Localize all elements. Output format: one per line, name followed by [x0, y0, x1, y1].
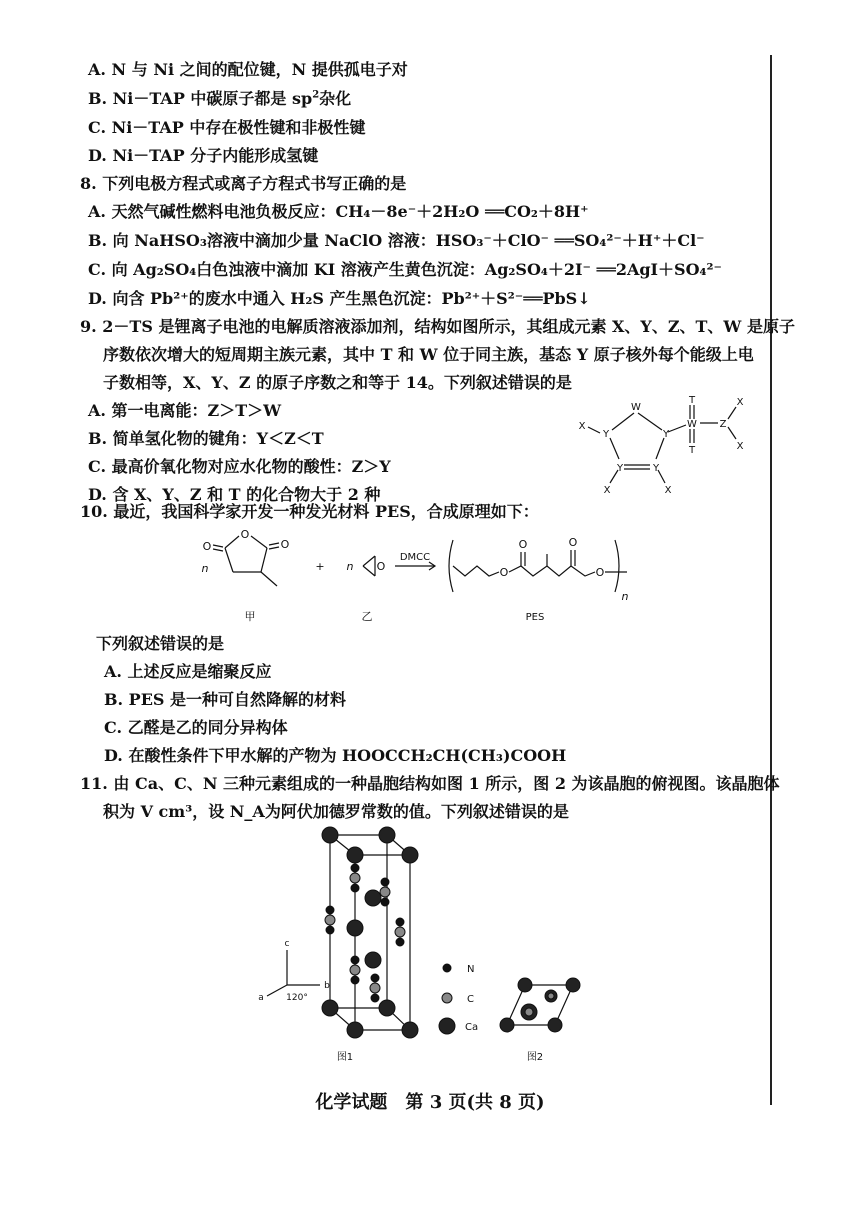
- legend-ca: Ca: [465, 1022, 479, 1033]
- q9-option-b: B. 简单氢化物的键角：Y＜Z＜T: [88, 429, 324, 448]
- q10-label-yi: 乙: [361, 610, 373, 623]
- q8-option-c: C. 向 Ag₂SO₄白色浊液中滴加 KI 溶液产生黄色沉淀：Ag₂SO₄＋2I⁻ ══2AgI＋SO₄²⁻: [88, 260, 722, 279]
- q9-label-x: X: [664, 485, 672, 496]
- q9-label-w: W: [631, 402, 641, 413]
- q10-label-pes: PES: [525, 612, 545, 623]
- q9-label-w: W: [687, 419, 697, 430]
- q10-label-jia: 甲: [244, 610, 256, 623]
- q11-crystal-figure: [245, 820, 605, 1070]
- axis-c-label: c: [284, 939, 290, 949]
- q9-label-t: T: [688, 395, 696, 406]
- q9-label-y: Y: [616, 463, 624, 474]
- q7-option-b: B. Ni－TAP 中碳原子都是 $sp^2$杂化: [88, 89, 352, 108]
- q10-stem: 10. 最近，我国科学家开发一种发光材料 PES，合成原理如下：: [80, 502, 539, 521]
- q8-stem: 8. 下列电极方程式或离子方程式书写正确的是: [80, 174, 407, 193]
- q10-oxygen-label: O: [202, 540, 212, 553]
- q10-oxygen-label: O: [568, 536, 578, 549]
- q9-stem-line2: 序数依次增大的短周期主族元素，其中 T 和 W 位于同主族，基态 Y 原子核外每个能级上电: [103, 345, 754, 364]
- q9-label-x: X: [578, 421, 586, 432]
- q10-option-d: D. 在酸性条件下甲水解的产物为 HOOCCH₂CH(CH₃)COOH: [104, 746, 567, 765]
- axis-angle-label: 120°: [286, 993, 308, 1003]
- q10-option-c: C. 乙醛是乙的同分异构体: [104, 718, 288, 737]
- q10-oxygen-label: O: [595, 566, 605, 579]
- q9-label-y: Y: [662, 429, 670, 440]
- q10-lead: 下列叙述错误的是: [96, 634, 225, 653]
- q8-option-b: B. 向 NaHSO₃溶液中滴加少量 NaClO 溶液：HSO₃⁻＋ClO⁻ ══SO₄²⁻＋H⁺＋Cl⁻: [88, 231, 705, 250]
- q10-coefficient-n: n: [201, 562, 209, 575]
- q10-oxygen-label: O: [376, 560, 386, 573]
- q9-label-y: Y: [602, 429, 610, 440]
- q11-stem-line2: 积为 V cm³，设 N_A为阿伏加德罗常数的值。下列叙述错误的是: [103, 802, 569, 821]
- q7-option-a: A. N 与 Ni 之间的配位键，N 提供孤电子对: [88, 60, 408, 79]
- q7-option-c: C. Ni－TAP 中存在极性键和非极性键: [88, 118, 366, 137]
- figure-1-caption: 图1: [336, 1052, 354, 1063]
- q9-structure-diagram: [570, 395, 750, 500]
- figure-2-caption: 图2: [526, 1052, 544, 1063]
- q8-option-a: A. 天然气碱性燃料电池负极反应：CH₄－8e⁻＋2H₂O ══CO₂＋8H⁺: [88, 202, 589, 221]
- axis-b-label: b: [324, 981, 330, 991]
- q10-plus-sign: +: [315, 560, 325, 573]
- q10-reaction-scheme: [195, 520, 655, 630]
- q9-label-x: X: [603, 485, 611, 496]
- q8-option-d: D. 向含 Pb²⁺的废水中通入 H₂S 产生黑色沉淀：Pb²⁺＋S²⁻══PbS↓: [88, 289, 591, 308]
- q10-oxygen-label: O: [280, 538, 290, 551]
- q10-option-a: A. 上述反应是缩聚反应: [104, 662, 272, 681]
- q9-label-z: Z: [719, 419, 727, 430]
- legend-n: N: [467, 964, 475, 975]
- q9-label-y: Y: [652, 463, 660, 474]
- q7-option-d: D. Ni－TAP 分子内能形成氢键: [88, 146, 319, 165]
- q10-oxygen-label: O: [499, 566, 509, 579]
- legend-c: C: [467, 994, 474, 1005]
- q10-oxygen-label: O: [240, 528, 250, 541]
- q9-option-c: C. 最高价氧化物对应水化物的酸性：Z＞Y: [88, 457, 391, 476]
- axis-a-label: a: [258, 993, 264, 1003]
- q9-label-t: T: [688, 445, 696, 456]
- page-footer: 化学试题 第 3 页(共 8 页): [315, 1092, 545, 1113]
- q10-coefficient-n: n: [346, 560, 354, 573]
- q10-subscript-n: n: [621, 590, 629, 603]
- q9-stem-line3: 子数相等，X、Y、Z 的原子序数之和等于 14。下列叙述错误的是: [103, 373, 572, 392]
- q9-stem-line1: 9. 2－TS 是锂离子电池的电解质溶液添加剂，结构如图所示，其组成元素 X、Y、Z、T、W 是原子: [80, 317, 795, 336]
- q9-option-a: A. 第一电离能：Z＞T＞W: [88, 401, 282, 420]
- q10-oxygen-label: O: [518, 538, 528, 551]
- q10-reagent: DMCC: [399, 552, 431, 563]
- margin-rule: [770, 55, 772, 1105]
- q9-label-x: X: [736, 397, 744, 408]
- q11-stem-line1: 11. 由 Ca、C、N 三种元素组成的一种晶胞结构如图 1 所示，图 2 为该晶胞的俯视图。该晶胞体: [80, 774, 780, 793]
- q10-option-b: B. PES 是一种可自然降解的材料: [104, 690, 347, 709]
- q9-label-x: X: [736, 441, 744, 452]
- q9-option-d: D. 含 X、Y、Z 和 T 的化合物大于 2 种: [88, 485, 381, 504]
